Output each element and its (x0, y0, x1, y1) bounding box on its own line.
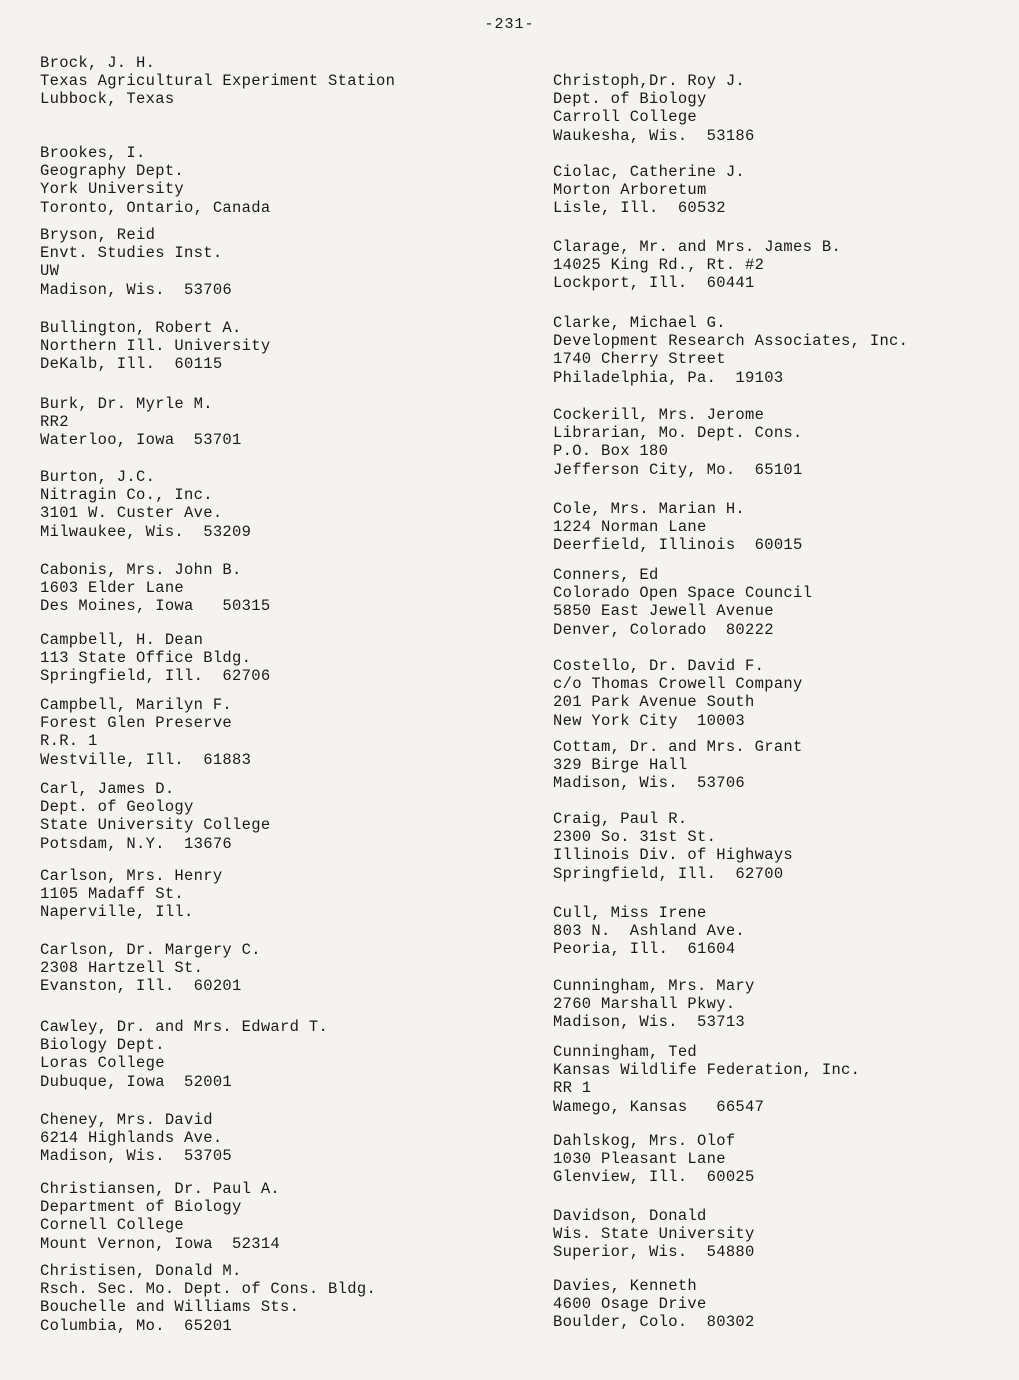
entry-address-line: Madison, Wis. 53706 (40, 280, 233, 299)
entry-name: Costello, Dr. David F. (553, 657, 765, 675)
entry-address-line: Denver, Colorado 80222 (553, 620, 774, 639)
entry-name: Brookes, I. (40, 144, 146, 162)
entry-name: Burton, J.C. (40, 468, 156, 486)
entry-name: Clarke, Michael G. (553, 314, 726, 332)
address-entry (40, 319, 270, 374)
entry-name: Campbell, H. Dean (40, 631, 204, 649)
entry-address-line: 1603 Elder Lane (40, 579, 185, 598)
entry-address-line: Waterloo, Iowa 53701 (40, 431, 242, 450)
entry-name: Cheney, Mrs. David (40, 1111, 213, 1129)
entry-name: Cunningham, Mrs. Mary (553, 977, 755, 995)
entry-address-line: New York City 10003 (553, 711, 746, 730)
address-entry (553, 1043, 860, 1116)
address-entry (40, 226, 232, 299)
entry-address-line: Jefferson City, Mo. 65101 (553, 460, 803, 479)
entry-name: Carl, James D. (40, 780, 175, 798)
entry-address-line: 6214 Highlands Ave. (40, 1129, 223, 1148)
entry-address-line: Mount Vernon, Iowa 52314 (40, 1234, 281, 1253)
entry-address-line: Evanston, Ill. 60201 (40, 977, 242, 996)
entry-address-line: Philadelphia, Pa. 19103 (553, 368, 784, 387)
address-entry (553, 238, 841, 293)
entry-address-line: 3101 W. Custer Ave. (40, 504, 223, 523)
entry-address-line: Department of Biology (40, 1198, 242, 1217)
entry-address-line: Geography Dept. (40, 162, 185, 181)
address-entry (40, 631, 270, 686)
entry-address-line: Illinois Div. of Highways (553, 846, 794, 865)
address-entry (553, 566, 812, 639)
entry-name: Bullington, Robert A. (40, 319, 242, 337)
entry-address-line: Envt. Studies Inst. (40, 244, 223, 263)
entry-name: Davies, Kenneth (553, 1277, 698, 1295)
entry-address-line: Wis. State University (553, 1225, 755, 1244)
entry-address-line: 803 N. Ashland Ave. (553, 922, 746, 941)
entry-address-line: Madison, Wis. 53706 (553, 774, 746, 793)
entry-address-line: Superior, Wis. 54880 (553, 1243, 755, 1262)
entry-address-line: 2300 So. 31st St. (553, 828, 717, 847)
entry-address-line: Madison, Wis. 53705 (40, 1147, 233, 1166)
entry-address-line: Colorado Open Space Council (553, 584, 813, 603)
entry-address-line: c/o Thomas Crowell Company (553, 675, 803, 694)
entry-address-line: 1740 Cherry Street (553, 350, 726, 369)
address-entry (40, 395, 242, 450)
entry-address-line: Madison, Wis. 53713 (553, 1013, 746, 1032)
address-entry (40, 1111, 232, 1166)
entry-address-line: DeKalb, Ill. 60115 (40, 355, 223, 374)
entry-address-line: 2308 Hartzell St. (40, 959, 204, 978)
entry-name: Clarage, Mr. and Mrs. James B. (553, 238, 842, 256)
address-entry (553, 1207, 755, 1262)
entry-address-line: Westville, Ill. 61883 (40, 750, 252, 769)
entry-name: Davidson, Donald (553, 1207, 707, 1225)
entry-name: Brock, J. H. (40, 54, 156, 72)
entry-name: Burk, Dr. Myrle M. (40, 395, 213, 413)
entry-address-line: 4600 Osage Drive (553, 1295, 707, 1314)
address-entry (553, 1132, 755, 1187)
entry-address-line: 5850 East Jewell Avenue (553, 602, 774, 621)
entry-address-line: Carroll College (553, 108, 698, 127)
address-entry (553, 406, 803, 479)
entry-address-line: Dept. of Biology (553, 90, 707, 109)
entry-name: Bryson, Reid (40, 226, 156, 244)
entry-address-line: 329 Birge Hall (553, 756, 688, 775)
entry-name: Cull, Miss Irene (553, 904, 707, 922)
entry-name: Campbell, Marilyn F. (40, 696, 233, 714)
entry-address-line: Glenview, Ill. 60025 (553, 1168, 755, 1187)
entry-address-line: R.R. 1 (40, 732, 98, 751)
address-entry (40, 780, 270, 853)
address-entry (553, 72, 755, 145)
entry-name: Cockerill, Mrs. Jerome (553, 406, 765, 424)
entry-address-line: Wamego, Kansas 66547 (553, 1097, 765, 1116)
entry-address-line: Cornell College (40, 1216, 185, 1235)
address-entry (40, 1262, 376, 1335)
entry-address-line: 1105 Madaff St. (40, 885, 185, 904)
entry-address-line: Morton Arboretum (553, 181, 707, 200)
entry-address-line: State University College (40, 816, 271, 835)
entry-address-line: Toronto, Ontario, Canada (40, 198, 271, 217)
entry-address-line: 2760 Marshall Pkwy. (553, 995, 736, 1014)
entry-address-line: Lisle, Ill. 60532 (553, 199, 726, 218)
entry-name: Christoph,Dr. Roy J. (553, 72, 746, 90)
address-entry (553, 738, 803, 793)
entry-address-line: Rsch. Sec. Mo. Dept. of Cons. Bldg. (40, 1280, 377, 1299)
entry-name: Craig, Paul R. (553, 810, 688, 828)
entry-name: Cawley, Dr. and Mrs. Edward T. (40, 1018, 329, 1036)
entry-address-line: Milwaukee, Wis. 53209 (40, 522, 252, 541)
entry-address-line: Springfield, Ill. 62706 (40, 667, 271, 686)
entry-address-line: Forest Glen Preserve (40, 714, 233, 733)
entry-address-line: 1224 Norman Lane (553, 518, 707, 537)
entry-address-line: 1030 Pleasant Lane (553, 1150, 726, 1169)
entry-address-line: UW (40, 262, 60, 281)
entry-address-line: Naperville, Ill. (40, 903, 194, 922)
address-entry (40, 1018, 328, 1091)
entry-address-line: RR 1 (553, 1079, 592, 1098)
address-entry (40, 867, 222, 922)
address-entry (40, 468, 251, 541)
entry-name: Cunningham, Ted (553, 1043, 698, 1061)
address-entry (553, 810, 793, 883)
entry-address-line: Deerfield, Illinois 60015 (553, 536, 803, 555)
entry-name: Carlson, Mrs. Henry (40, 867, 223, 885)
entry-address-line: Librarian, Mo. Dept. Cons. (553, 424, 803, 443)
entry-name: Cottam, Dr. and Mrs. Grant (553, 738, 803, 756)
page-number: -231- (484, 16, 535, 33)
entry-name: Christisen, Donald M. (40, 1262, 242, 1280)
address-entry (553, 314, 908, 387)
entry-address-line: Lockport, Ill. 60441 (553, 274, 755, 293)
address-entry (553, 1277, 755, 1332)
entry-address-line: Dept. of Geology (40, 798, 194, 817)
entry-address-line: Potsdam, N.Y. 13676 (40, 834, 233, 853)
address-entry (40, 54, 395, 109)
entry-address-line: Texas Agricultural Experiment Station (40, 72, 396, 91)
entry-address-line: Des Moines, Iowa 50315 (40, 597, 271, 616)
address-entry (40, 1180, 280, 1253)
entry-address-line: Development Research Associates, Inc. (553, 332, 909, 351)
entry-address-line: Nitragin Co., Inc. (40, 486, 213, 505)
address-entry (553, 500, 803, 555)
entry-name: Ciolac, Catherine J. (553, 163, 746, 181)
entry-name: Carlson, Dr. Margery C. (40, 941, 261, 959)
entry-address-line: Springfield, Ill. 62700 (553, 864, 784, 883)
address-entry (553, 977, 755, 1032)
address-entry (553, 657, 803, 730)
entry-name: Cole, Mrs. Marian H. (553, 500, 746, 518)
entry-address-line: Lubbock, Texas (40, 90, 175, 109)
entry-address-line: Boulder, Colo. 80302 (553, 1313, 755, 1332)
entry-address-line: Peoria, Ill. 61604 (553, 940, 736, 959)
entry-address-line: Biology Dept. (40, 1036, 165, 1055)
entry-address-line: Loras College (40, 1054, 165, 1073)
address-entry (40, 144, 270, 217)
address-entry (40, 561, 270, 616)
entry-address-line: Kansas Wildlife Federation, Inc. (553, 1061, 861, 1080)
entry-address-line: RR2 (40, 413, 69, 432)
address-entry (40, 696, 251, 769)
entry-address-line: 14025 King Rd., Rt. #2 (553, 256, 765, 275)
entry-address-line: Waukesha, Wis. 53186 (553, 126, 755, 145)
address-entry (553, 904, 745, 959)
entry-name: Conners, Ed (553, 566, 659, 584)
entry-name: Dahlskog, Mrs. Olof (553, 1132, 736, 1150)
entry-name: Christiansen, Dr. Paul A. (40, 1180, 281, 1198)
entry-name: Cabonis, Mrs. John B. (40, 561, 242, 579)
entry-address-line: Dubuque, Iowa 52001 (40, 1072, 233, 1091)
entry-address-line: Columbia, Mo. 65201 (40, 1316, 233, 1335)
entry-address-line: York University (40, 180, 185, 199)
entry-address-line: P.O. Box 180 (553, 442, 669, 461)
entry-address-line: 201 Park Avenue South (553, 693, 755, 712)
entry-address-line: Bouchelle and Williams Sts. (40, 1298, 300, 1317)
address-entry (553, 163, 745, 218)
entry-address-line: 113 State Office Bldg. (40, 649, 252, 668)
address-entry (40, 941, 261, 996)
entry-address-line: Northern Ill. University (40, 337, 271, 356)
